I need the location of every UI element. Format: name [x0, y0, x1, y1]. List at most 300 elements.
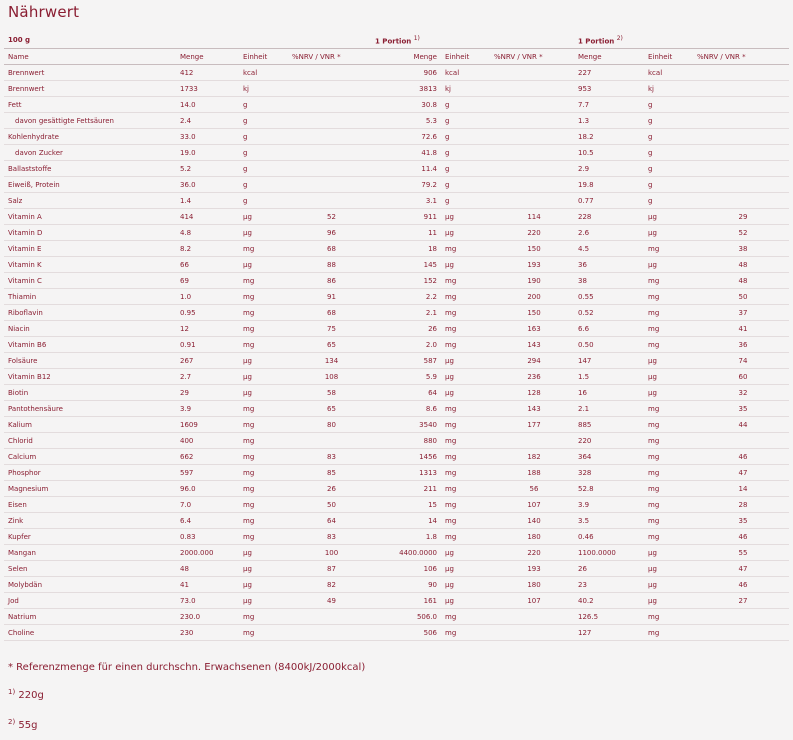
- unit-100g: µg: [239, 577, 288, 593]
- unit-portion-2: mg: [644, 465, 693, 481]
- nrv-portion-1: 143: [490, 401, 574, 417]
- value-portion-1: 1313: [371, 465, 441, 481]
- nrv-portion-2: 44: [693, 417, 789, 433]
- nrv-portion-2: 48: [693, 273, 789, 289]
- unit-portion-1: mg: [441, 497, 490, 513]
- nrv-portion-2: [693, 81, 789, 97]
- page-title: Nährwert: [8, 3, 80, 21]
- value-100g: 41: [176, 577, 239, 593]
- table-row: [4, 225, 789, 241]
- unit-portion-2: µg: [644, 577, 693, 593]
- value-100g: 267: [176, 353, 239, 369]
- nutrient-name: Choline: [4, 625, 176, 641]
- value-portion-1: 3.1: [371, 193, 441, 209]
- nrv-portion-2: 46: [693, 529, 789, 545]
- value-100g: 1733: [176, 81, 239, 97]
- nrv-100g: 86: [288, 273, 371, 289]
- nutrient-name: Vitamin B12: [4, 369, 176, 385]
- value-100g: 19.0: [176, 145, 239, 161]
- nrv-portion-2: 41: [693, 321, 789, 337]
- nutrient-name: Zink: [4, 513, 176, 529]
- nrv-portion-1: 150: [490, 305, 574, 321]
- value-100g: 6.4: [176, 513, 239, 529]
- value-portion-2: 23: [574, 577, 644, 593]
- unit-portion-2: mg: [644, 433, 693, 449]
- unit-100g: mg: [239, 337, 288, 353]
- unit-portion-2: g: [644, 161, 693, 177]
- unit-portion-2: µg: [644, 353, 693, 369]
- unit-100g: mg: [239, 449, 288, 465]
- nrv-portion-1: 294: [490, 353, 574, 369]
- nrv-portion-2: 37: [693, 305, 789, 321]
- value-portion-2: 328: [574, 465, 644, 481]
- nutrient-name: davon gesättigte Fettsäuren: [4, 113, 176, 129]
- nutrient-name: Salz: [4, 193, 176, 209]
- value-portion-2: 1100.0000: [574, 545, 644, 561]
- nrv-portion-1: 56: [490, 481, 574, 497]
- value-100g: 230.0: [176, 609, 239, 625]
- unit-100g: mg: [239, 433, 288, 449]
- nrv-100g: [288, 65, 371, 81]
- value-100g: 66: [176, 257, 239, 273]
- nutrient-name: Kupfer: [4, 529, 176, 545]
- nrv-portion-1: 193: [490, 561, 574, 577]
- value-portion-2: 2.9: [574, 161, 644, 177]
- value-portion-2: 0.55: [574, 289, 644, 305]
- value-portion-1: 3540: [371, 417, 441, 433]
- nutrient-name: Eiweiß, Protein: [4, 177, 176, 193]
- nrv-portion-2: 28: [693, 497, 789, 513]
- nrv-portion-1: 180: [490, 529, 574, 545]
- nrv-portion-1: 220: [490, 225, 574, 241]
- value-portion-2: 0.77: [574, 193, 644, 209]
- nrv-portion-2: [693, 65, 789, 81]
- col-header-einheit: Einheit: [441, 49, 490, 65]
- value-portion-2: 3.9: [574, 497, 644, 513]
- unit-100g: g: [239, 97, 288, 113]
- nrv-100g: 26: [288, 481, 371, 497]
- unit-portion-2: mg: [644, 273, 693, 289]
- value-100g: 33.0: [176, 129, 239, 145]
- table-row: [4, 65, 789, 81]
- nrv-100g: 75: [288, 321, 371, 337]
- nrv-100g: 68: [288, 305, 371, 321]
- nutrient-name: Ballaststoffe: [4, 161, 176, 177]
- nrv-100g: 49: [288, 593, 371, 609]
- unit-portion-1: mg: [441, 481, 490, 497]
- group-header-100g: 100 g: [4, 32, 176, 49]
- value-portion-2: 52.8: [574, 481, 644, 497]
- value-portion-2: 7.7: [574, 97, 644, 113]
- value-100g: 12: [176, 321, 239, 337]
- value-100g: 14.0: [176, 97, 239, 113]
- column-header-row: [4, 49, 789, 65]
- unit-portion-1: µg: [441, 577, 490, 593]
- value-portion-1: 1.8: [371, 529, 441, 545]
- nrv-portion-1: 107: [490, 593, 574, 609]
- value-portion-2: 3.5: [574, 513, 644, 529]
- nrv-portion-1: 180: [490, 577, 574, 593]
- unit-portion-2: mg: [644, 417, 693, 433]
- unit-portion-2: mg: [644, 321, 693, 337]
- value-100g: 1609: [176, 417, 239, 433]
- nutrient-name: Brennwert: [4, 81, 176, 97]
- table-row: [4, 577, 789, 593]
- table-row: [4, 353, 789, 369]
- nrv-portion-2: [693, 177, 789, 193]
- unit-100g: mg: [239, 417, 288, 433]
- unit-portion-2: g: [644, 145, 693, 161]
- unit-100g: µg: [239, 593, 288, 609]
- unit-portion-1: µg: [441, 209, 490, 225]
- value-100g: 2.4: [176, 113, 239, 129]
- unit-portion-1: mg: [441, 321, 490, 337]
- unit-100g: mg: [239, 497, 288, 513]
- unit-100g: mg: [239, 321, 288, 337]
- nrv-portion-2: 35: [693, 513, 789, 529]
- nrv-portion-1: 128: [490, 385, 574, 401]
- nutrient-name: Natrium: [4, 609, 176, 625]
- nutrient-name: Vitamin C: [4, 273, 176, 289]
- nrv-portion-1: 200: [490, 289, 574, 305]
- value-portion-1: 30.8: [371, 97, 441, 113]
- unit-portion-2: µg: [644, 561, 693, 577]
- value-100g: 4.8: [176, 225, 239, 241]
- value-portion-2: 953: [574, 81, 644, 97]
- nrv-100g: 108: [288, 369, 371, 385]
- unit-portion-2: mg: [644, 449, 693, 465]
- nrv-portion-2: 38: [693, 241, 789, 257]
- col-header-menge: Menge: [371, 49, 441, 65]
- nutrient-name: Folsäure: [4, 353, 176, 369]
- unit-portion-2: mg: [644, 305, 693, 321]
- nutrient-name: Calcium: [4, 449, 176, 465]
- unit-portion-1: g: [441, 97, 490, 113]
- nrv-100g: 52: [288, 209, 371, 225]
- nutrient-name: Magnesium: [4, 481, 176, 497]
- nrv-portion-2: [693, 625, 789, 641]
- value-portion-1: 211: [371, 481, 441, 497]
- value-portion-1: 90: [371, 577, 441, 593]
- unit-portion-1: mg: [441, 273, 490, 289]
- unit-portion-2: g: [644, 113, 693, 129]
- nrv-portion-2: [693, 113, 789, 129]
- nrv-portion-2: 36: [693, 337, 789, 353]
- nrv-portion-2: 14: [693, 481, 789, 497]
- nrv-portion-2: 50: [693, 289, 789, 305]
- nrv-portion-1: 114: [490, 209, 574, 225]
- value-portion-1: 72.6: [371, 129, 441, 145]
- nutrient-name: Riboflavin: [4, 305, 176, 321]
- unit-portion-2: mg: [644, 337, 693, 353]
- footnote-reference: * Referenzmenge für einen durchschn. Erwachsenen (8400kJ/2000kcal): [8, 662, 366, 673]
- unit-portion-2: mg: [644, 401, 693, 417]
- group-header-portion-2: 1 Portion $^{2)}$: [574, 32, 644, 49]
- nrv-portion-2: 52: [693, 225, 789, 241]
- table-row: [4, 529, 789, 545]
- value-100g: 0.91: [176, 337, 239, 353]
- unit-100g: µg: [239, 209, 288, 225]
- unit-portion-2: mg: [644, 529, 693, 545]
- value-portion-2: 40.2: [574, 593, 644, 609]
- nrv-portion-1: 190: [490, 273, 574, 289]
- table-row: [4, 561, 789, 577]
- value-portion-1: 2.2: [371, 289, 441, 305]
- nrv-portion-2: 55: [693, 545, 789, 561]
- nrv-portion-2: 46: [693, 577, 789, 593]
- table-row: [4, 337, 789, 353]
- value-portion-2: 18.2: [574, 129, 644, 145]
- nrv-100g: [288, 129, 371, 145]
- nrv-100g: 83: [288, 529, 371, 545]
- table-row: [4, 417, 789, 433]
- table-row: [4, 465, 789, 481]
- value-portion-1: 906: [371, 65, 441, 81]
- nrv-portion-2: 74: [693, 353, 789, 369]
- unit-portion-1: g: [441, 177, 490, 193]
- value-100g: 7.0: [176, 497, 239, 513]
- value-100g: 400: [176, 433, 239, 449]
- nrv-portion-1: 188: [490, 465, 574, 481]
- table-row: [4, 625, 789, 641]
- nrv-100g: 91: [288, 289, 371, 305]
- value-portion-1: 8.6: [371, 401, 441, 417]
- unit-100g: mg: [239, 273, 288, 289]
- nrv-portion-1: 182: [490, 449, 574, 465]
- nrv-portion-1: [490, 113, 574, 129]
- unit-portion-2: g: [644, 129, 693, 145]
- unit-100g: µg: [239, 369, 288, 385]
- nutrient-name: Niacin: [4, 321, 176, 337]
- unit-portion-1: µg: [441, 353, 490, 369]
- nrv-100g: 96: [288, 225, 371, 241]
- value-portion-2: 0.52: [574, 305, 644, 321]
- unit-portion-1: mg: [441, 417, 490, 433]
- value-portion-1: 152: [371, 273, 441, 289]
- nrv-100g: [288, 177, 371, 193]
- table-row: [4, 193, 789, 209]
- nrv-portion-1: [490, 625, 574, 641]
- nrv-100g: 68: [288, 241, 371, 257]
- unit-portion-1: kj: [441, 81, 490, 97]
- value-portion-2: 38: [574, 273, 644, 289]
- value-portion-2: 16: [574, 385, 644, 401]
- nrv-portion-1: 236: [490, 369, 574, 385]
- value-100g: 36.0: [176, 177, 239, 193]
- value-portion-2: 228: [574, 209, 644, 225]
- nrv-portion-2: [693, 97, 789, 113]
- unit-portion-1: g: [441, 145, 490, 161]
- unit-portion-2: g: [644, 193, 693, 209]
- value-portion-2: 885: [574, 417, 644, 433]
- unit-100g: µg: [239, 561, 288, 577]
- nrv-portion-1: 140: [490, 513, 574, 529]
- nutrient-name: Biotin: [4, 385, 176, 401]
- nrv-portion-1: [490, 193, 574, 209]
- value-portion-2: 227: [574, 65, 644, 81]
- nrv-portion-2: [693, 145, 789, 161]
- nrv-100g: 88: [288, 257, 371, 273]
- nrv-portion-2: 47: [693, 561, 789, 577]
- value-100g: 73.0: [176, 593, 239, 609]
- nrv-portion-1: 177: [490, 417, 574, 433]
- nrv-100g: 134: [288, 353, 371, 369]
- value-portion-1: 161: [371, 593, 441, 609]
- unit-portion-2: kcal: [644, 65, 693, 81]
- unit-100g: mg: [239, 513, 288, 529]
- unit-100g: mg: [239, 401, 288, 417]
- value-portion-1: 506: [371, 625, 441, 641]
- nrv-100g: [288, 609, 371, 625]
- value-portion-1: 79.2: [371, 177, 441, 193]
- table-row: [4, 145, 789, 161]
- unit-portion-2: µg: [644, 385, 693, 401]
- unit-portion-2: µg: [644, 369, 693, 385]
- nrv-portion-2: [693, 609, 789, 625]
- value-portion-1: 5.9: [371, 369, 441, 385]
- nutrient-name: Phosphor: [4, 465, 176, 481]
- col-header-nrv: %NRV / VNR *: [288, 49, 371, 65]
- nutrient-name: Vitamin E: [4, 241, 176, 257]
- value-100g: 0.95: [176, 305, 239, 321]
- nrv-portion-1: 163: [490, 321, 574, 337]
- value-100g: 1.4: [176, 193, 239, 209]
- nrv-100g: [288, 625, 371, 641]
- value-portion-1: 2.1: [371, 305, 441, 321]
- value-portion-1: 106: [371, 561, 441, 577]
- unit-portion-2: µg: [644, 257, 693, 273]
- table-row: [4, 497, 789, 513]
- value-portion-2: 10.5: [574, 145, 644, 161]
- table-row: [4, 513, 789, 529]
- nutrient-name: Eisen: [4, 497, 176, 513]
- footnote-2: $^{2)}$ 55g: [8, 718, 38, 731]
- value-portion-1: 3813: [371, 81, 441, 97]
- unit-100g: mg: [239, 305, 288, 321]
- nrv-portion-1: [490, 161, 574, 177]
- nrv-portion-1: [490, 609, 574, 625]
- nrv-100g: [288, 161, 371, 177]
- nutrient-name: Vitamin B6: [4, 337, 176, 353]
- unit-portion-2: µg: [644, 545, 693, 561]
- table-row: [4, 369, 789, 385]
- unit-portion-1: mg: [441, 241, 490, 257]
- nrv-100g: 50: [288, 497, 371, 513]
- unit-portion-1: µg: [441, 225, 490, 241]
- value-portion-2: 220: [574, 433, 644, 449]
- table-row: [4, 241, 789, 257]
- table-row: [4, 433, 789, 449]
- value-portion-1: 587: [371, 353, 441, 369]
- value-portion-1: 880: [371, 433, 441, 449]
- unit-100g: mg: [239, 529, 288, 545]
- nrv-100g: 85: [288, 465, 371, 481]
- value-100g: 2.7: [176, 369, 239, 385]
- unit-portion-2: g: [644, 97, 693, 113]
- value-portion-1: 15: [371, 497, 441, 513]
- nrv-portion-2: 60: [693, 369, 789, 385]
- table-row: [4, 609, 789, 625]
- unit-portion-2: g: [644, 177, 693, 193]
- unit-100g: µg: [239, 353, 288, 369]
- nutrition-table: [4, 32, 789, 641]
- nrv-portion-1: [490, 433, 574, 449]
- nrv-100g: 80: [288, 417, 371, 433]
- unit-100g: g: [239, 161, 288, 177]
- unit-100g: µg: [239, 225, 288, 241]
- nutrient-name: Kohlenhydrate: [4, 129, 176, 145]
- nutrient-name: Jod: [4, 593, 176, 609]
- nrv-portion-2: [693, 433, 789, 449]
- unit-100g: µg: [239, 257, 288, 273]
- nutrient-name: Fett: [4, 97, 176, 113]
- unit-portion-1: mg: [441, 529, 490, 545]
- table-row: [4, 257, 789, 273]
- value-portion-2: 364: [574, 449, 644, 465]
- table-row: [4, 593, 789, 609]
- table-row: [4, 545, 789, 561]
- unit-portion-1: mg: [441, 449, 490, 465]
- nrv-100g: 82: [288, 577, 371, 593]
- nutrient-name: Brennwert: [4, 65, 176, 81]
- nrv-portion-1: 220: [490, 545, 574, 561]
- value-100g: 662: [176, 449, 239, 465]
- unit-100g: g: [239, 129, 288, 145]
- nutrient-name: Pantothensäure: [4, 401, 176, 417]
- nrv-100g: 64: [288, 513, 371, 529]
- nrv-portion-2: [693, 193, 789, 209]
- value-portion-1: 4400.0000: [371, 545, 441, 561]
- table-row: [4, 177, 789, 193]
- table-row: [4, 81, 789, 97]
- group-header-portion-1: 1 Portion $^{1)}$: [371, 32, 441, 49]
- value-portion-2: 6.6: [574, 321, 644, 337]
- value-portion-2: 127: [574, 625, 644, 641]
- unit-100g: mg: [239, 625, 288, 641]
- nrv-portion-1: [490, 65, 574, 81]
- value-100g: 0.83: [176, 529, 239, 545]
- value-portion-2: 0.50: [574, 337, 644, 353]
- value-100g: 96.0: [176, 481, 239, 497]
- nrv-100g: [288, 145, 371, 161]
- unit-100g: g: [239, 145, 288, 161]
- nrv-100g: 58: [288, 385, 371, 401]
- nrv-portion-1: 150: [490, 241, 574, 257]
- unit-portion-1: mg: [441, 625, 490, 641]
- unit-portion-2: µg: [644, 593, 693, 609]
- unit-portion-1: g: [441, 161, 490, 177]
- value-portion-1: 11.4: [371, 161, 441, 177]
- unit-100g: g: [239, 193, 288, 209]
- table-row: [4, 289, 789, 305]
- value-portion-1: 41.8: [371, 145, 441, 161]
- nutrient-name: Kalium: [4, 417, 176, 433]
- unit-100g: µg: [239, 385, 288, 401]
- unit-portion-2: µg: [644, 225, 693, 241]
- unit-100g: mg: [239, 609, 288, 625]
- value-portion-1: 911: [371, 209, 441, 225]
- value-portion-2: 126.5: [574, 609, 644, 625]
- nrv-portion-1: [490, 129, 574, 145]
- nrv-portion-1: [490, 177, 574, 193]
- nrv-100g: 65: [288, 337, 371, 353]
- unit-portion-2: mg: [644, 609, 693, 625]
- unit-portion-1: mg: [441, 401, 490, 417]
- unit-portion-1: g: [441, 129, 490, 145]
- nrv-portion-2: 46: [693, 449, 789, 465]
- unit-100g: g: [239, 113, 288, 129]
- value-100g: 69: [176, 273, 239, 289]
